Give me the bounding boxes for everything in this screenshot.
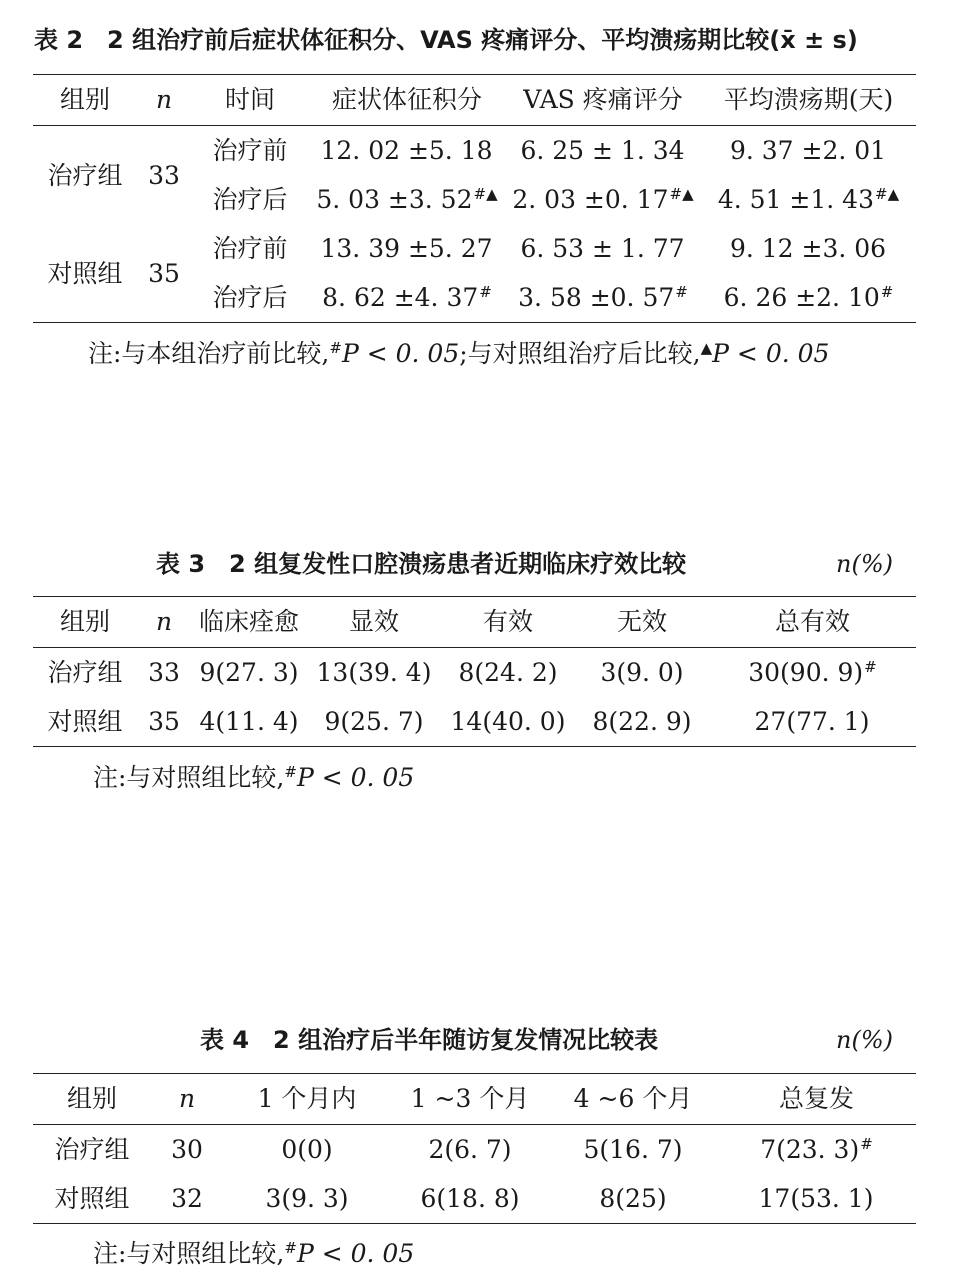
vas-cell: 3. 58 ±0. 57#	[518, 283, 688, 312]
table2-header-row	[33, 75, 916, 126]
table-cell: 7(23. 3)#	[760, 1135, 873, 1164]
column-header-cured: 临床痊愈	[198, 607, 299, 636]
column-header-time: 时间	[224, 85, 275, 114]
table-cell: 30(90. 9)#	[748, 658, 877, 687]
group-name: 治疗组	[54, 1135, 130, 1164]
table4-unit: n(%)	[836, 1026, 893, 1054]
group-name: 对照组	[47, 258, 123, 288]
column-header-n: n	[178, 1084, 196, 1113]
column-header-symptom-score: 症状体征积分	[331, 85, 482, 114]
significance-mark: #▲	[875, 185, 900, 203]
group-name: 治疗组	[47, 658, 123, 687]
ulcer-cell: 4. 51 ±1. 43#▲	[717, 185, 900, 214]
vas-cell: 6. 25 ± 1. 34	[520, 136, 685, 165]
table-row	[33, 697, 916, 747]
table3-caption: 表 3 2 组复发性口腔溃疡患者近期临床疗效比较	[156, 550, 687, 578]
table-cell: 8(24. 2)	[458, 658, 558, 687]
column-header-ineffective: 无效	[616, 607, 667, 636]
significance-mark: #	[675, 283, 688, 301]
table-cell: 14(40. 0)	[450, 707, 566, 736]
table4	[33, 1073, 916, 1224]
group-n: 33	[148, 160, 180, 190]
table-cell: 17(53. 1)	[758, 1184, 874, 1213]
vas-cell: 6. 53 ± 1. 77	[520, 234, 685, 263]
table-cell: 9(27. 3)	[199, 658, 299, 687]
column-header-vas: VAS 疼痛评分	[523, 85, 683, 114]
table-cell: 4(11. 4)	[199, 707, 299, 736]
ulcer-cell: 9. 12 ±3. 06	[729, 234, 887, 263]
column-header-4-6-months: 4 ~6 个月	[573, 1084, 693, 1113]
column-header-n: n	[155, 607, 173, 636]
column-header-ulcer-period: 平均溃疡期(天)	[723, 85, 894, 114]
table4-header-row	[33, 1074, 916, 1125]
table-row	[33, 648, 916, 698]
table-cell: 3(9. 0)	[600, 658, 684, 687]
group-n: 32	[171, 1184, 203, 1213]
table-cell: 8(22. 9)	[592, 707, 692, 736]
time-cell: 治疗后	[212, 283, 288, 312]
table3-header-row	[33, 597, 916, 648]
table-cell: 2(6. 7)	[428, 1135, 512, 1164]
table4-note: 注:与对照组比较,#P < 0. 05	[93, 1239, 415, 1268]
group-n: 35	[148, 258, 180, 288]
group-name: 对照组	[54, 1184, 130, 1213]
column-header-total-relapse: 总复发	[778, 1084, 854, 1113]
score-cell: 13. 39 ±5. 27	[320, 234, 493, 263]
significance-mark: #	[860, 1135, 873, 1153]
column-header-group: 组别	[66, 1084, 117, 1113]
ulcer-cell: 6. 26 ±2. 10#	[723, 283, 894, 312]
table-row	[33, 1174, 916, 1224]
column-header-marked: 显效	[348, 607, 399, 636]
table-cell: 0(0)	[281, 1135, 333, 1164]
table2-caption: 表 2 2 组治疗前后症状体征积分、VAS 疼痛评分、平均溃疡期比较(x̄ ± s)	[34, 26, 858, 54]
table3-unit: n(%)	[836, 550, 893, 578]
table-row	[33, 1125, 916, 1175]
time-cell: 治疗前	[212, 136, 288, 165]
group-n: 30	[171, 1135, 203, 1164]
table-cell: 27(77. 1)	[754, 707, 870, 736]
group-n: 33	[148, 658, 180, 687]
table4-caption: 表 4 2 组治疗后半年随访复发情况比较表	[200, 1026, 659, 1054]
vas-cell: 2. 03 ±0. 17#▲	[512, 185, 694, 214]
table-cell: 6(18. 8)	[420, 1184, 520, 1213]
table2-note: 注:与本组治疗前比较,#P < 0. 05;与对照组治疗后比较,▲P < 0. 05	[88, 339, 830, 368]
column-header-total-effective: 总有效	[774, 607, 850, 636]
table-cell: 3(9. 3)	[265, 1184, 349, 1213]
time-cell: 治疗前	[212, 234, 288, 263]
significance-mark: #	[864, 658, 877, 676]
table-cell: 5(16. 7)	[583, 1135, 683, 1164]
significance-mark: #	[880, 283, 894, 301]
group-name: 对照组	[47, 707, 123, 736]
table-row	[33, 126, 916, 176]
score-cell: 5. 03 ±3. 52#▲	[316, 185, 498, 214]
table-cell: 13(39. 4)	[316, 658, 432, 687]
group-name: 治疗组	[47, 160, 123, 190]
time-cell: 治疗后	[212, 185, 288, 214]
table3-note: 注:与对照组比较,#P < 0. 05	[93, 763, 415, 792]
column-header-n: n	[155, 85, 173, 114]
column-header-group: 组别	[59, 85, 110, 114]
significance-mark: #	[479, 283, 492, 301]
table-cell: 8(25)	[599, 1184, 667, 1213]
significance-mark: #▲	[473, 185, 498, 203]
score-cell: 8. 62 ±4. 37#	[322, 283, 492, 312]
score-cell: 12. 02 ±5. 18	[320, 136, 493, 165]
table2	[33, 74, 916, 323]
column-header-1-3-months: 1 ~3 个月	[410, 1084, 530, 1113]
column-header-within-1-month: 1 个月内	[257, 1084, 357, 1113]
column-header-group: 组别	[59, 607, 110, 636]
table-cell: 9(25. 7)	[324, 707, 424, 736]
ulcer-cell: 9. 37 ±2. 01	[729, 136, 887, 165]
group-n: 35	[148, 707, 180, 736]
column-header-effective: 有效	[482, 607, 533, 636]
table-row	[33, 224, 916, 273]
significance-mark: #▲	[669, 185, 694, 203]
table3	[33, 596, 916, 747]
